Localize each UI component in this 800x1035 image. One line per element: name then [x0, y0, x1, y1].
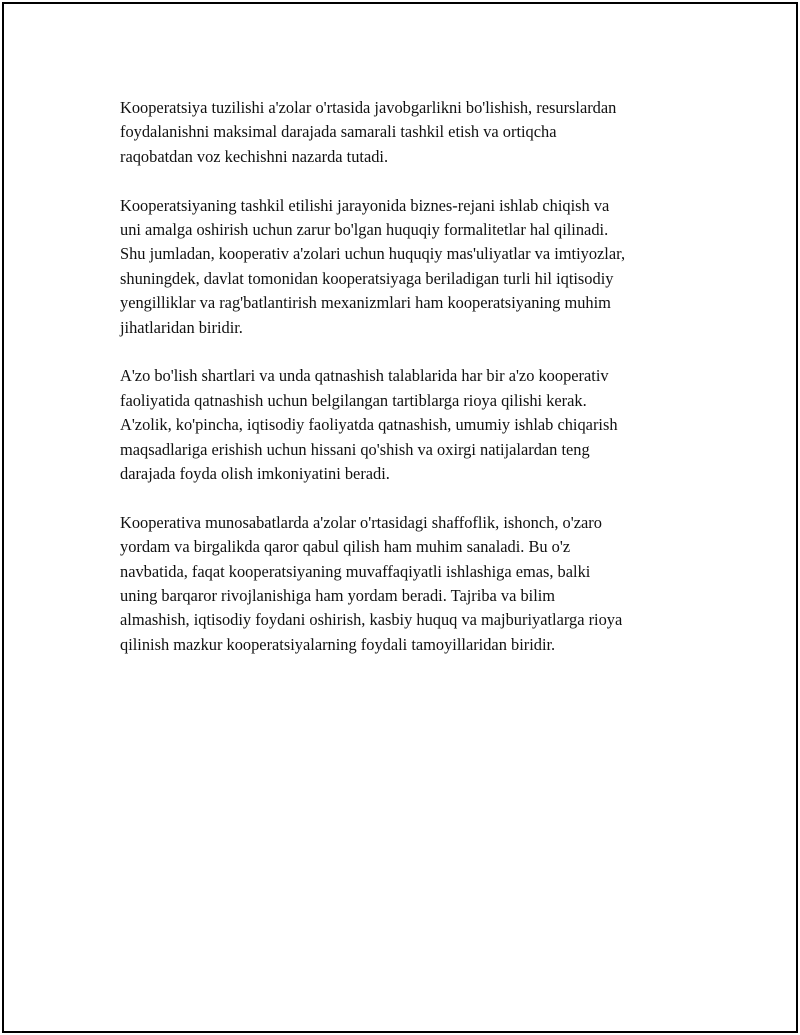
paragraph-1: Kooperatsiya tuzilishi a'zolar o'rtasida javobgarlikni bo'lishish, resurslardan foydalanishni maksimal darajada samarali tashkil etish va ortiqcha raqobatdan voz kechishni nazarda tutadi.	[120, 98, 617, 166]
paragraph-2: Kooperatsiyaning tashkil etilishi jarayonida biznes-rejani ishlab chiqish va uni amalga oshirish uchun zarur bo'lgan huquqiy formalitetlar hal qilinadi. Shu jumladan, kooperativ a'zolari uchun huquqiy mas'uliyatlar va imtiyozlar, shuningdek, davlat tomonidan kooperatsiyaga beriladigan turli hil iqtisodiy yengilliklar va rag'batlantirish mexanizmlari ham kooperatsiyaning muhim jihatlaridan biridir.	[120, 195, 626, 337]
paragraph-3: A'zo bo'lish shartlari va unda qatnashish talablarida har bir a'zo kooperativ faoliyatida qatnashish uchun belgilangan tartiblarga rioya qilishi kerak. A'zolik, ko'pincha, iqtisodiy faoliyatda qatnashish, umumiy ishlab chiqarish maqsadlariga erishish uchun hissani qo'shish va oxirgi natijalardan teng darajada foyda olish imkoniyatini beradi.	[120, 366, 618, 484]
document-body	[120, 96, 700, 682]
document-page	[2, 2, 798, 1033]
paragraph-4: Kooperativa munosabatlarda a'zolar o'rtasidagi shaffoflik, ishonch, o'zaro yordam va birgalikda qaror qabul qilish ham muhim sanaladi. Bu o'z navbatida, faqat kooperatsiyaning muvaffaqiyatli ishlashiga emas, balki uning barqaror rivojlanishiga ham yordam beradi. Tajriba va bilim almashish, iqtisodiy foydani oshirish, kasbiy huquq va majburiyatlarga rioya qilinish mazkur kooperatsiyalarning foydali tamoyillaridan biridir.	[120, 512, 623, 654]
